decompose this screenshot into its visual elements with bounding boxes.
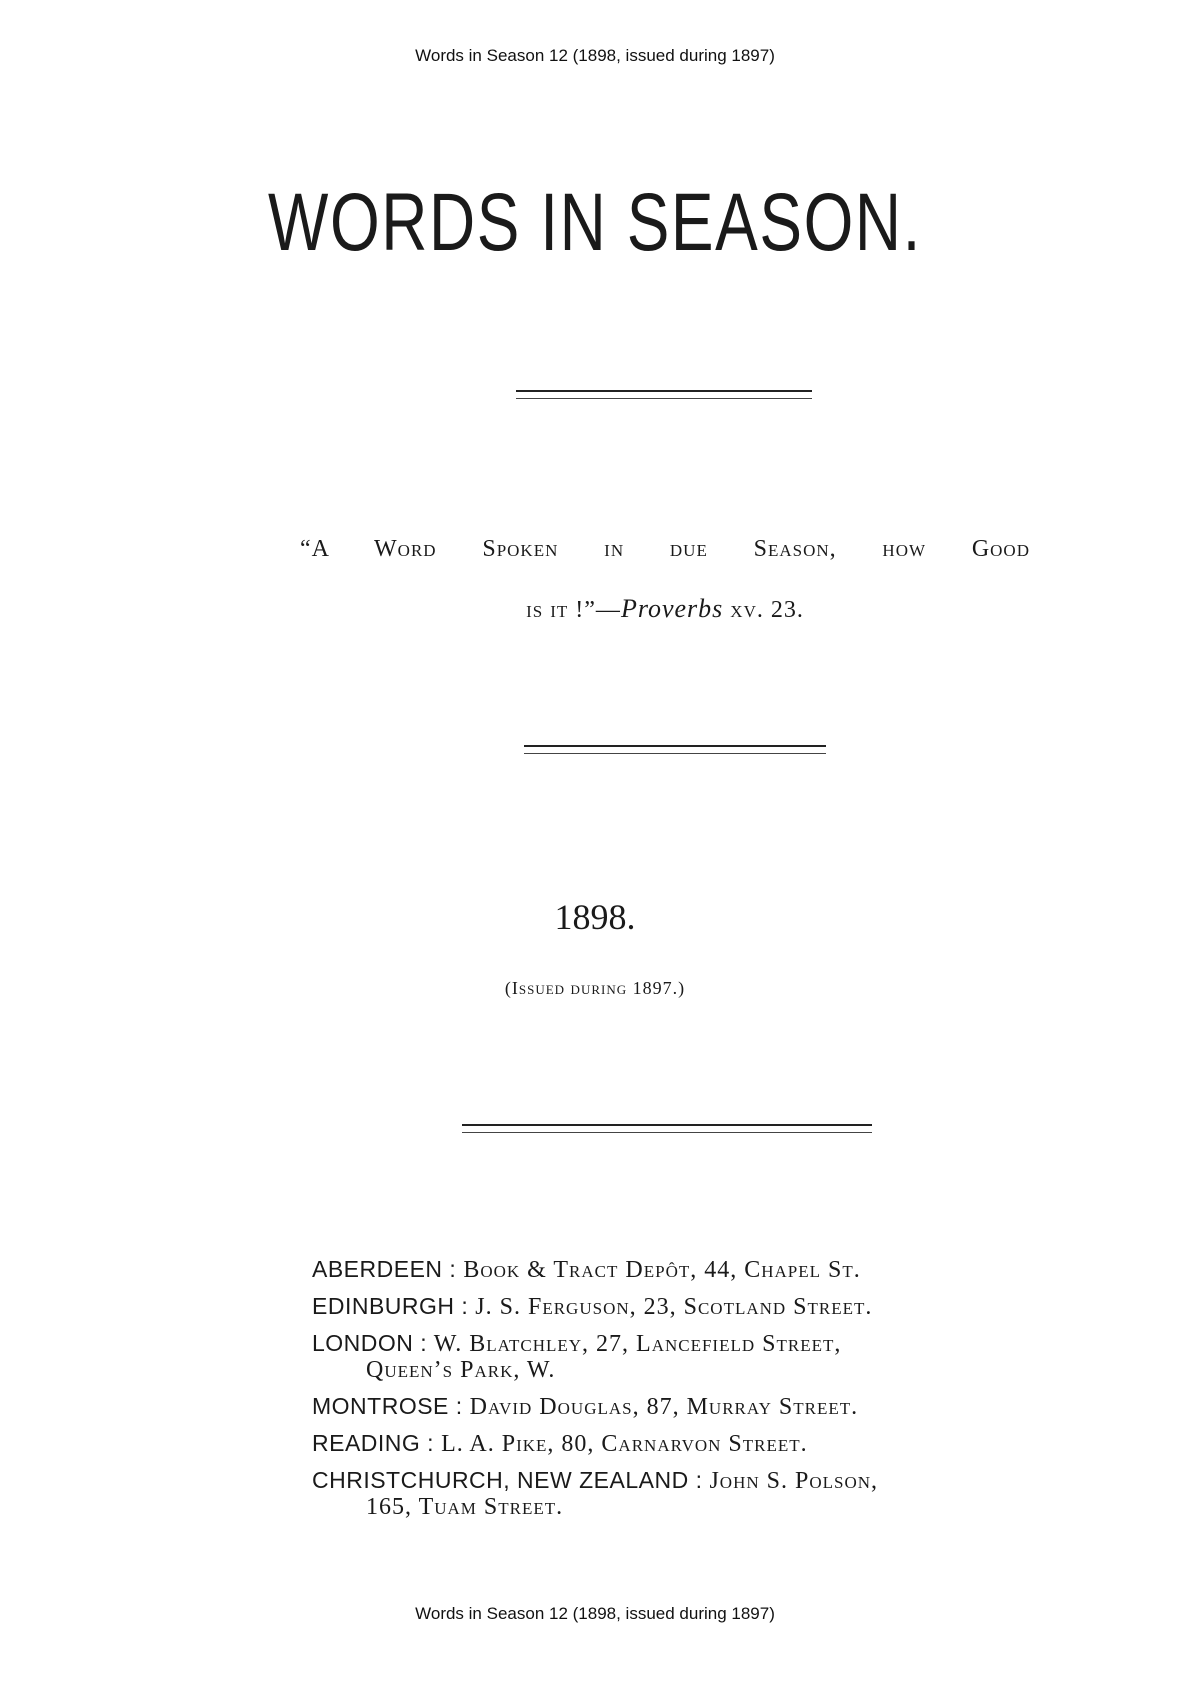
page-title: WORDS IN SEASON. [268, 177, 922, 268]
divider-rule [462, 1124, 872, 1133]
motto-line-1: “A Word Spoken in due Season, how Good [300, 536, 1030, 562]
publisher-entry [312, 1467, 1034, 1520]
publishers-list [312, 1256, 1034, 1530]
motto-line-2-text: is it !”— [526, 597, 621, 623]
running-head-bottom: Words in Season 12 (1898, issued during 1897) [415, 1604, 775, 1623]
motto-verse: xv. 23. [723, 597, 804, 623]
publisher-city: READING : [312, 1430, 435, 1456]
publisher-address: Book & Tract Depôt, 44, Chapel St. [456, 1257, 861, 1283]
publisher-address: John S. Polson, [702, 1468, 879, 1494]
motto-reference: Proverbs [620, 594, 724, 623]
divider-rule [524, 745, 826, 754]
publisher-entry [312, 1430, 1034, 1457]
publisher-entry [312, 1393, 1034, 1420]
publisher-city: EDINBURGH : [312, 1293, 469, 1319]
publisher-address: W. Blatchley, 27, Lancefield Street, [427, 1331, 842, 1357]
publisher-city: MONTROSE : [312, 1393, 463, 1419]
motto-line-2 [300, 594, 1030, 624]
publisher-address: J. S. Ferguson, 23, Scotland Street. [468, 1294, 873, 1320]
running-head-top: Words in Season 12 (1898, issued during 1897) [415, 46, 775, 65]
publisher-city: LONDON : [312, 1330, 428, 1356]
publisher-address-cont: Queen’s Park, W. [366, 1357, 556, 1383]
publisher-city: ABERDEEN : [312, 1256, 457, 1282]
publisher-address-cont: 165, Tuam Street. [366, 1494, 564, 1520]
publication-year: 1898. [554, 897, 636, 937]
publisher-city: CHRISTCHURCH, NEW ZEALAND : [312, 1467, 703, 1493]
publisher-entry [312, 1330, 1034, 1383]
publisher-entry [312, 1256, 1034, 1283]
issued-note: (Issued during 1897.) [504, 978, 686, 998]
publisher-address: David Douglas, 87, Murray Street. [462, 1394, 859, 1420]
divider-rule [516, 390, 812, 399]
publisher-address: L. A. Pike, 80, Carnarvon Street. [434, 1431, 808, 1457]
publisher-entry [312, 1293, 1034, 1320]
